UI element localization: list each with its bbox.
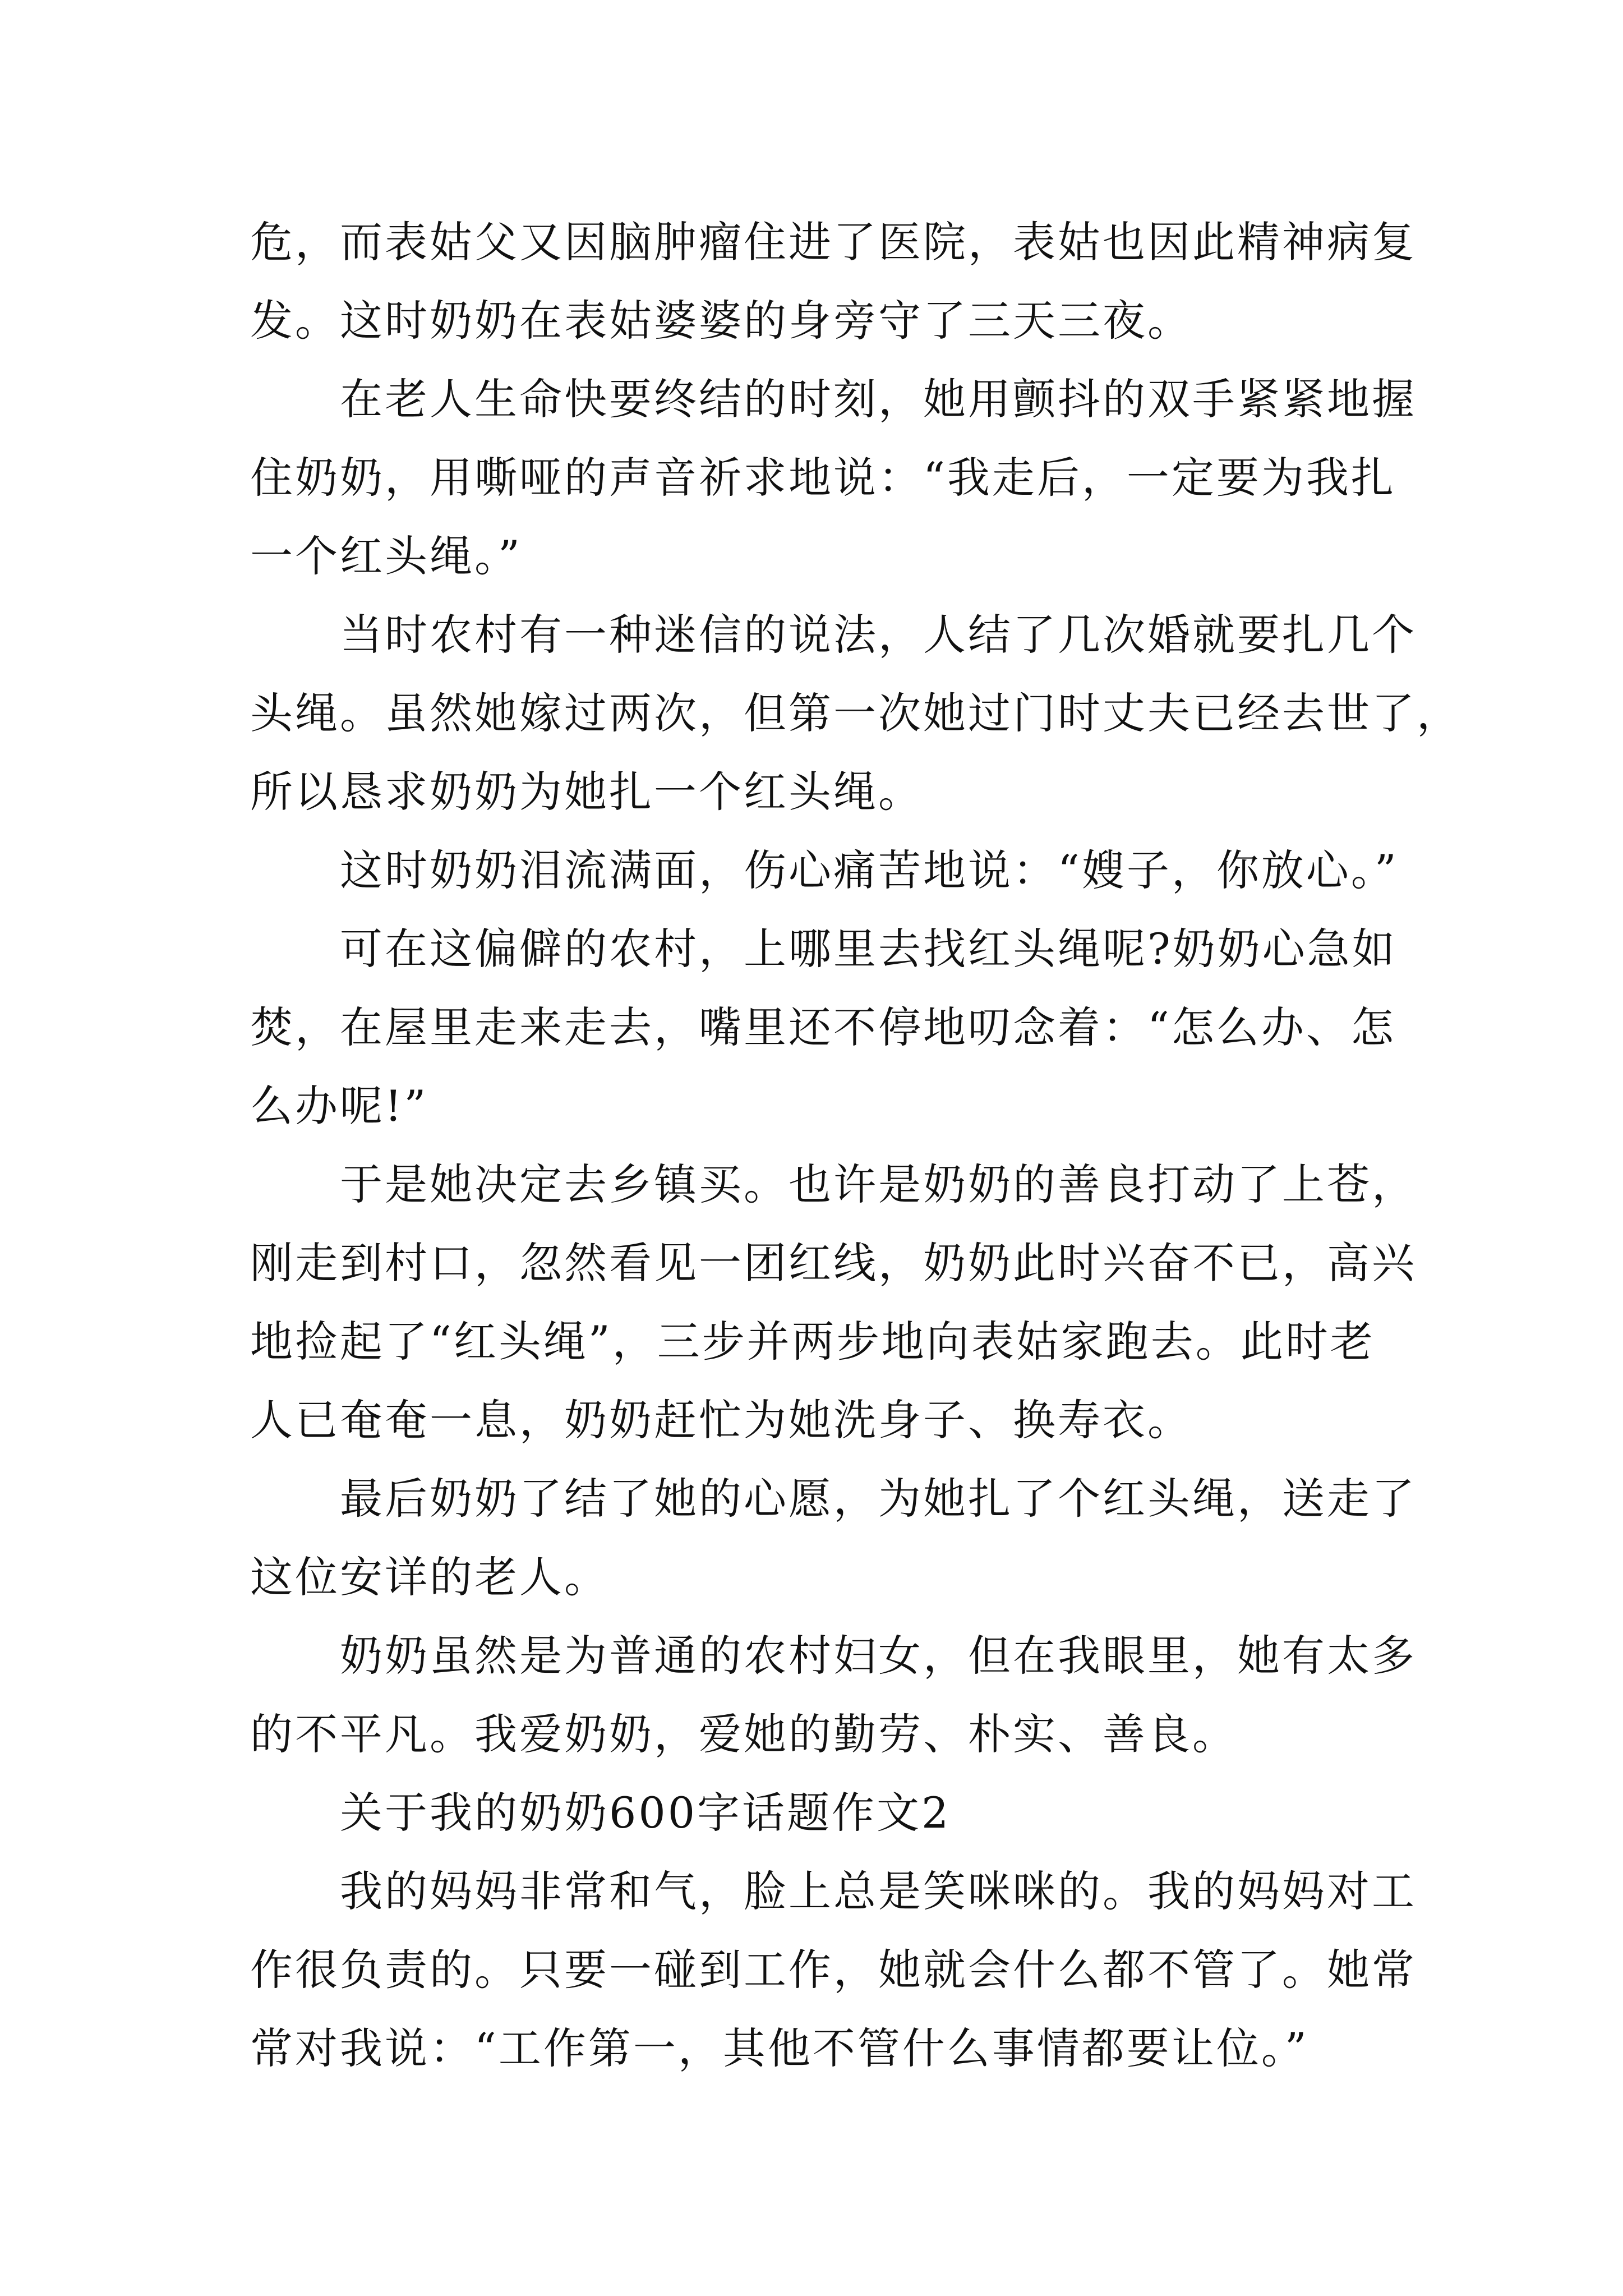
paragraph-start: 最后奶奶了结了她的心愿，为她扎了个红头绳，送走了 xyxy=(340,1474,1417,1524)
text-line: 常对我说：“工作第一，其他不管什么事情都要让位。” xyxy=(250,2023,1309,2073)
text-line: 刚走到村口，忽然看见一团红线，奶奶此时兴奋不已，高兴 xyxy=(250,1238,1417,1288)
text-line: 么办呢!” xyxy=(250,1081,428,1131)
section-heading: 关于我的奶奶600字话题作文2 xyxy=(340,1788,951,1838)
document-body xyxy=(250,203,1461,2088)
text-line: 所以恳求奶奶为她扎一个红头绳。 xyxy=(250,767,923,817)
paragraph-start: 当时农村有一种迷信的说法，人结了几次婚就要扎几个 xyxy=(340,610,1417,660)
text-line: 焚，在屋里走来走去，嘴里还不停地叨念着：“怎么办、怎 xyxy=(250,1002,1396,1052)
text-line: 住奶奶，用嘶哑的声音祈求地说：“我走后，一定要为我扎 xyxy=(250,453,1396,503)
paragraph-start: 这时奶奶泪流满面，伤心痛苦地说：“嫂子，你放心。” xyxy=(340,845,1399,895)
paragraph-start: 可在这偏僻的农村，上哪里去找红头绳呢?奶奶心急如 xyxy=(340,924,1397,974)
text-line: 的不平凡。我爱奶奶，爱她的勤劳、朴实、善良。 xyxy=(250,1709,1237,1759)
text-line: 发。这时奶奶在表姑婆婆的身旁守了三天三夜。 xyxy=(250,296,1192,346)
paragraph-start: 我的妈妈非常和气，脸上总是笑咪咪的。我的妈妈对工 xyxy=(340,1866,1417,1916)
paragraph-start: 于是她决定去乡镇买。也许是奶奶的善良打动了上苍， xyxy=(340,1159,1417,1209)
text-line: 人已奄奄一息，奶奶赶忙为她洗身子、换寿衣。 xyxy=(250,1395,1192,1445)
paragraph-start: 奶奶虽然是为普通的农村妇女，但在我眼里，她有太多 xyxy=(340,1631,1417,1681)
text-line: 一个红头绳。” xyxy=(250,531,522,581)
text-line: 头绳。虽然她嫁过两次，但第一次她过门时丈夫已经去世了， xyxy=(250,688,1461,738)
text-line: 作很负责的。只要一碰到工作，她就会什么都不管了。她常 xyxy=(250,1945,1417,1995)
text-line: 危，而表姑父又因脑肿瘤住进了医院，表姑也因此精神病复 xyxy=(250,217,1417,267)
text-line: 这位安详的老人。 xyxy=(250,1552,609,1602)
paragraph-start: 在老人生命快要终结的时刻，她用颤抖的双手紧紧地握 xyxy=(340,374,1417,424)
text-line: 地捡起了“红头绳”，三步并两步地向表姑家跑去。此时老 xyxy=(250,1317,1375,1366)
